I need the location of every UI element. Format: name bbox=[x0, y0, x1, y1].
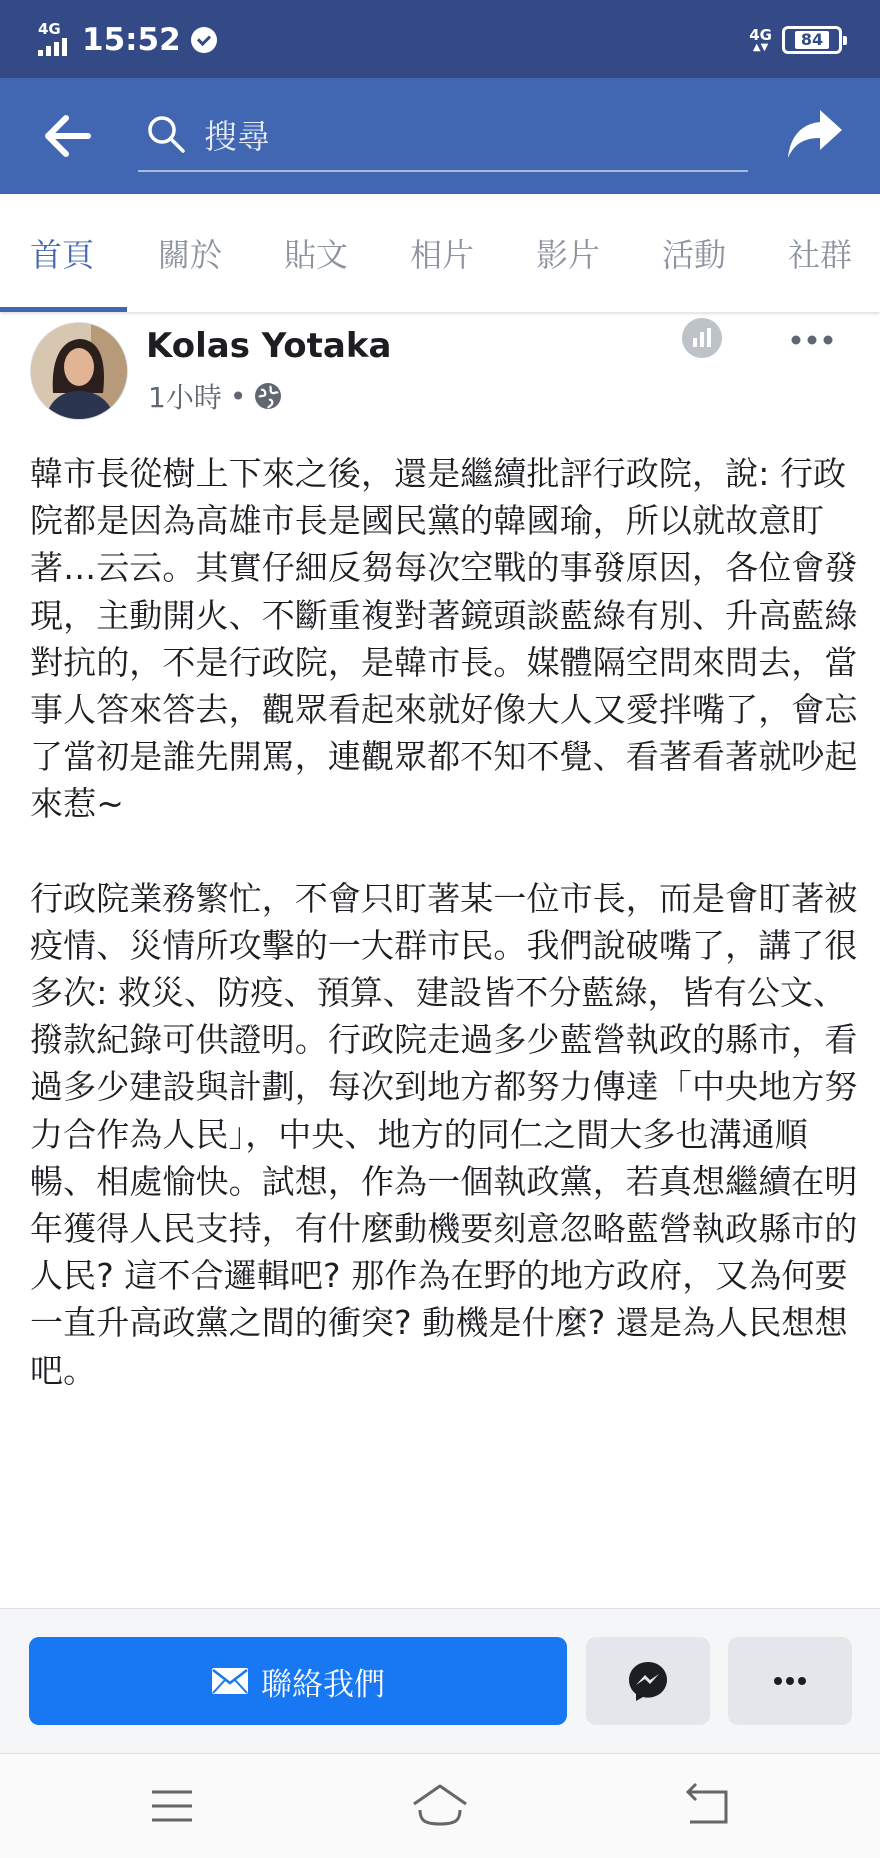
menu-icon[interactable] bbox=[142, 1780, 202, 1832]
status-time: 15:52 bbox=[82, 22, 181, 58]
more-dots-icon bbox=[773, 1676, 807, 1686]
tab-photos[interactable]: 相片 bbox=[410, 236, 475, 274]
mail-icon bbox=[211, 1667, 249, 1695]
post-paragraph-1: 韓市長從樹上下來之後，還是繼續批評行政院，說: 行政院都是因為高雄市長是國民黨的韓國瑜，所以就故意盯著…云云。其實仔細反芻每次空戰的事發原因，各位會發現，主動開火、不斷重複對著鏡頭談藍綠有別、升高藍綠對抗的，不是行政院，是韓市長。媒體隔空問來問去，當事人答來答去，觀眾看起來就好像大人又愛拌嘴了，會忘了當初是誰先開罵，連觀眾都不知不覺、看著看著就吵起來惹~ bbox=[30, 454, 858, 824]
tab-posts[interactable]: 貼文 bbox=[284, 236, 349, 274]
post-paragraph-2: 行政院業務繁忙，不會只盯著某一位市長，而是會盯著被疫情、災情所攻擊的一大群市民。我們說破嘴了，講了很多次: 救災、防疫、預算、建設皆不分藍綠，皆有公文、撥款紀錄可供證明。行政院走過多少藍營執政的縣市，看過多少建設與計劃，每次到地方都努力傳達「中央地方努力合作為人民」，中央、地方的同仁之間大多也溝通順暢、相處愉快。試想，作為一個執政黨，若真想繼續在明年獲得人民支持，有什麼動機要刻意忽略藍營執政縣市的人民? 這不合邏輯吧? 那作為在野的地方政府，又為何要一直升高政黨之間的衝突? 動機是什麼? 還是為人民想想吧。 bbox=[30, 878, 858, 1390]
avatar-image bbox=[31, 323, 128, 420]
post-header bbox=[0, 312, 880, 432]
home-icon[interactable] bbox=[410, 1780, 470, 1832]
tab-events[interactable]: 活動 bbox=[662, 236, 727, 274]
action-bar bbox=[0, 1608, 880, 1754]
avatar[interactable] bbox=[30, 322, 128, 420]
search-icon bbox=[146, 114, 186, 154]
tab-home[interactable]: 首頁 bbox=[30, 236, 95, 274]
search-input[interactable] bbox=[204, 108, 724, 164]
globe-icon bbox=[254, 382, 282, 410]
network-type: 4G bbox=[38, 20, 61, 38]
tab-about[interactable]: 關於 bbox=[158, 236, 223, 274]
contact-us-button[interactable] bbox=[29, 1637, 567, 1725]
post-body bbox=[30, 450, 860, 1441]
check-circle-icon bbox=[191, 27, 217, 53]
battery-icon bbox=[782, 26, 842, 54]
contact-us-label: 聯絡我們 bbox=[261, 1666, 385, 1703]
more-options-icon[interactable] bbox=[790, 330, 834, 350]
system-nav-bar bbox=[0, 1754, 880, 1858]
search-header bbox=[0, 78, 880, 194]
post-meta bbox=[148, 376, 282, 416]
share-icon[interactable] bbox=[786, 108, 844, 160]
meta-separator: • bbox=[229, 379, 247, 413]
status-left bbox=[38, 20, 217, 60]
back-arrow-icon[interactable] bbox=[44, 114, 92, 158]
back-icon[interactable] bbox=[678, 1780, 738, 1832]
network-type-right: 4G bbox=[749, 25, 772, 44]
status-right bbox=[749, 20, 842, 60]
battery-level: 84 bbox=[795, 31, 829, 49]
post-author[interactable]: Kolas Yotaka bbox=[146, 326, 392, 366]
signal-icon bbox=[38, 22, 72, 58]
insights-icon[interactable] bbox=[682, 318, 722, 358]
status-bar bbox=[0, 0, 880, 78]
messenger-button[interactable] bbox=[586, 1637, 710, 1725]
page-tabs bbox=[0, 194, 880, 312]
more-actions-button[interactable] bbox=[728, 1637, 852, 1725]
search-box[interactable] bbox=[138, 100, 748, 172]
network-indicator: 4G ▲▼ bbox=[749, 25, 772, 53]
tab-community[interactable]: 社群 bbox=[788, 236, 853, 274]
tab-videos[interactable]: 影片 bbox=[536, 236, 601, 274]
messenger-icon bbox=[627, 1660, 669, 1702]
post-time[interactable]: 1小時 bbox=[148, 381, 222, 414]
